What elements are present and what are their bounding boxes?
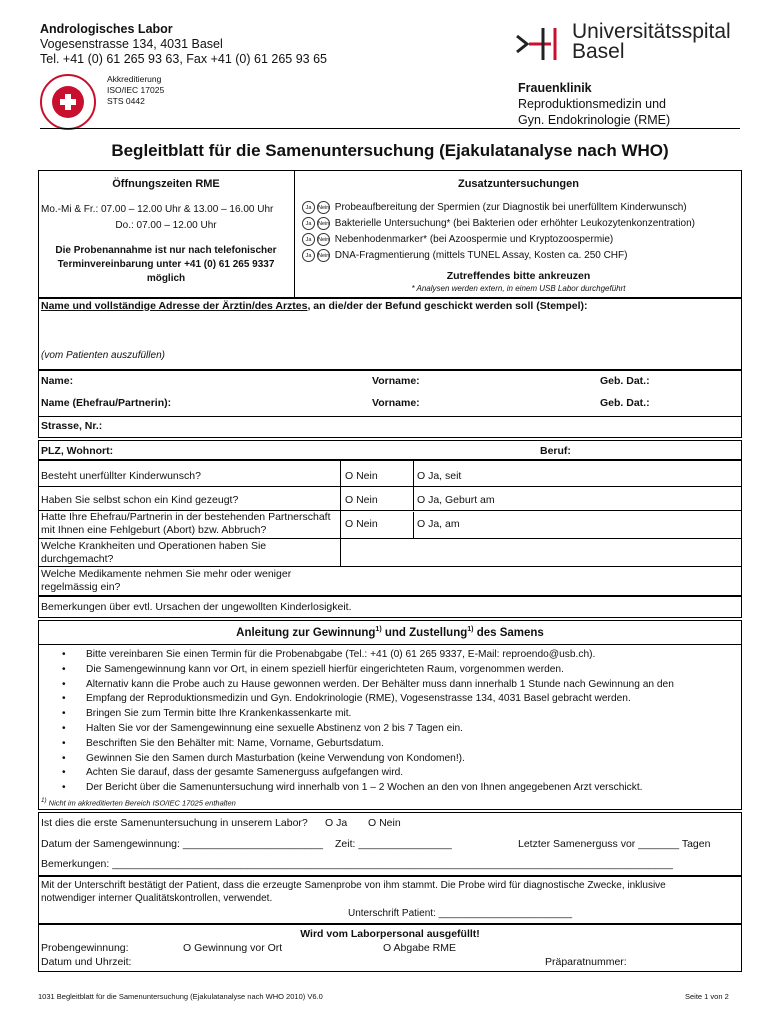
collection-time[interactable]: Zeit: ________________ bbox=[335, 838, 452, 850]
instructions-footnote: $^{1)}$ Nicht im akkreditierten Bereich ISO/IEC 17025 enthalten bbox=[41, 797, 236, 808]
list-item: • Gewinnen Sie den Samen durch Masturbation (keine Verwendung von Kondomen!). bbox=[62, 752, 722, 767]
first-exam-nein[interactable]: O Nein bbox=[368, 817, 401, 829]
hospital-logo-icon bbox=[515, 24, 567, 64]
ja-checkbox[interactable]: Ja bbox=[302, 233, 315, 246]
list-item: • Halten Sie vor der Samengewinnung eine sexuelle Abstinenz von 2 bis 7 Tagen ein. bbox=[62, 722, 722, 737]
consent-line1: Mit der Unterschrift bestätigt der Patient, dass die erzeugte Samenprobe von ihm stammt. Die Probe wird für diagnostische Zwecke, inklusive bbox=[41, 880, 666, 891]
nein-checkbox[interactable]: Nein bbox=[317, 233, 330, 246]
extra-heading: Zusatzuntersuchungen bbox=[457, 178, 579, 190]
list-item: • Die Samengewinnung kann vor Ort, in einem speziell hierfür eingerichteten Raum, vorgenommen werden. bbox=[62, 663, 722, 678]
list-item: • Achten Sie darauf, dass der gesamte Samenerguss aufgefangen wird. bbox=[62, 766, 722, 781]
ja-checkbox[interactable]: Ja bbox=[302, 217, 315, 230]
plz-label: PLZ, Wohnort: bbox=[41, 445, 114, 457]
list-item: • Empfang der Reproduktionsmedizin und Gyn. Endokrinologie (RME), Vogesenstrasse 134, 4031 Basel gebracht werden. bbox=[62, 692, 722, 707]
option-rme[interactable]: O Abgabe RME bbox=[383, 942, 456, 954]
last-ejaculation[interactable]: Letzter Samenerguss vor _______ Tagen bbox=[518, 838, 711, 850]
option-on-site[interactable]: O Gewinnung vor Ort bbox=[183, 942, 283, 954]
extra-footnote: * Analysen werden extern, in einem USB Labor durchgeführt bbox=[411, 284, 626, 293]
accreditation-seal bbox=[40, 74, 96, 130]
accreditation-text: Akkreditierung ISO/IEC 17025 STS 0442 bbox=[107, 74, 165, 106]
beruf-label: Beruf: bbox=[540, 445, 571, 457]
hospital-logo-text: Universitätsspital Basel bbox=[572, 20, 731, 63]
remarks-cause: Bemerkungen über evtl. Ursachen der ungewollten Kinderlosigkeit. bbox=[41, 601, 352, 613]
datetime-label: Datum und Uhrzeit: bbox=[41, 956, 132, 968]
list-item: • Bringen Sie zum Termin bitte Ihre Krankenkassenkarte mit. bbox=[62, 707, 722, 722]
hours-heading: Öffnungszeiten RME bbox=[112, 178, 220, 190]
collection-date[interactable]: Datum der Samengewinnung: ________________________ bbox=[41, 838, 323, 850]
first-exam-question: Ist dies die erste Samenuntersuchung in unserem Labor? bbox=[41, 817, 308, 829]
ja-checkbox[interactable]: Ja bbox=[302, 201, 315, 214]
extra-item-3: Ja Nein Nebenhodenmarker* (bei Azoospermie und Kryptozoospermie) bbox=[302, 233, 613, 246]
first-exam-ja[interactable]: O Ja bbox=[325, 817, 348, 829]
tick-note: Zutreffendes bitte ankreuzen bbox=[446, 270, 591, 282]
nein-checkbox[interactable]: Nein bbox=[317, 249, 330, 262]
doctor-label: Name und vollständige Adresse der Ärztin/des Arztes, an die/der der Befund geschickt werden soll (Stempel): bbox=[41, 300, 588, 312]
page-title: Begleitblatt für die Samenuntersuchung (Ejakulatanalyse nach WHO) bbox=[111, 141, 669, 160]
lab-street: Vogesenstrasse 134, 4031 Basel bbox=[40, 37, 223, 51]
extra-item-1: Ja Nein Probeaufbereitung der Spermien (zur Diagnostik bei unerfülltem Kinderwunsch) bbox=[302, 201, 687, 214]
clinic-block: Frauenklinik Reproduktionsmedizin und Gyn. Endokrinologie (RME) bbox=[518, 81, 671, 127]
extra-item-4: Ja Nein DNA-Fragmentierung (mittels TUNEL Assay, Kosten ca. 250 CHF) bbox=[302, 249, 627, 262]
probe-label: Probengewinnung: bbox=[41, 942, 129, 954]
hours-note: Die Probenannahme ist nur nach telefonischer Terminvereinbarung unter +41 (0) 61 265 9337 möglich bbox=[55, 245, 277, 284]
lab-name: Andrologisches Labor bbox=[40, 22, 173, 36]
list-item: • Beschriften Sie den Behälter mit: Name, Vorname, Geburtsdatum. bbox=[62, 737, 722, 752]
gebdat2-label: Geb. Dat.: bbox=[600, 397, 650, 409]
lab-address bbox=[40, 22, 327, 67]
signature-field[interactable]: Unterschrift Patient: ________________________ bbox=[348, 908, 573, 919]
ja-checkbox[interactable]: Ja bbox=[302, 249, 315, 262]
staff-heading: Wird vom Laborpersonal ausgefüllt! bbox=[300, 928, 480, 940]
plz-row bbox=[38, 440, 742, 460]
question-1: Besteht unerfüllter Kinderwunsch? bbox=[41, 470, 201, 482]
prep-number-label: Präparatnummer: bbox=[545, 956, 627, 968]
footer-doc-id: 1031 Begleitblatt für die Samenuntersuchung (Ejakulatanalyse nach WHO 2010) V6.0 bbox=[38, 992, 323, 1001]
partner-label: Name (Ehefrau/Partnerin): bbox=[41, 397, 172, 409]
list-item: • Bitte vereinbaren Sie einen Termin für die Probenabgabe (Tel.: +41 (0) 61 265 9337, E-Mail: reproendo@usb.ch). bbox=[62, 648, 722, 663]
list-item: • Der Bericht über die Samenuntersuchung wird innerhalb von 1 – 2 Wochen an den von Ihnen angegebenen Arzt verschickt. bbox=[62, 781, 722, 796]
hours-line1: Mo.-Mi & Fr.: 07.00 – 12.00 Uhr & 13.00 – 16.00 Uhr bbox=[41, 204, 274, 215]
hours-line2: Do.: 07.00 – 12.00 Uhr bbox=[115, 220, 217, 231]
vorname2-label: Vorname: bbox=[372, 397, 420, 409]
list-item: • Alternativ kann die Probe auch zu Hause gewonnen werden. Der Behälter muss dann innerhalb 1 Stunde nach Gewinnung an den bbox=[62, 678, 722, 693]
patient-note: (vom Patienten auszufüllen) bbox=[41, 350, 165, 361]
lab-phone: Tel. +41 (0) 61 265 93 63, Fax +41 (0) 61 265 93 65 bbox=[40, 52, 328, 66]
question-5: Welche Medikamente nehmen Sie mehr oder weniger regelmässig ein? bbox=[41, 568, 292, 593]
footer-page: Seite 1 von 2 bbox=[685, 992, 729, 1001]
question-3: Hatte Ihre Ehefrau/Partnerin in der bestehenden Partnerschaft mit Ihnen eine Fehlgeburt (Abort) bzw. Abbruch? bbox=[41, 511, 331, 536]
gebdat-label: Geb. Dat.: bbox=[600, 375, 650, 387]
q1-yes[interactable]: O Ja, seit bbox=[417, 470, 462, 482]
instructions-heading: Anleitung zur Gewinnung$^{1)}$ und Zustellung$^{1)}$ des Samens bbox=[236, 626, 544, 639]
instructions-list bbox=[62, 648, 722, 796]
vorname-label: Vorname: bbox=[372, 375, 420, 387]
name-label: Name: bbox=[41, 375, 74, 387]
q2-no[interactable]: O Nein bbox=[345, 494, 378, 506]
q3-yes[interactable]: O Ja, am bbox=[417, 518, 460, 530]
q2-yes[interactable]: O Ja, Geburt am bbox=[417, 494, 495, 506]
question-4: Welche Krankheiten und Operationen haben Sie durchgemacht? bbox=[41, 540, 267, 565]
nein-checkbox[interactable]: Nein bbox=[317, 217, 330, 230]
consent-line2: notwendiger interner Qualitätskontrollen, verwendet. bbox=[41, 893, 273, 904]
extra-item-2: Ja Nein Bakterielle Untersuchung* (bei Bakterien oder erhöhter Leukozytenkonzentration) bbox=[302, 217, 695, 230]
nein-checkbox[interactable]: Nein bbox=[317, 201, 330, 214]
header-divider bbox=[40, 128, 740, 129]
q1-no[interactable]: O Nein bbox=[345, 470, 378, 482]
lab-remarks[interactable]: Bemerkungen: ________________________________________________________________________________________________ bbox=[41, 858, 673, 870]
q3-no[interactable]: O Nein bbox=[345, 518, 378, 530]
question-2: Haben Sie selbst schon ein Kind gezeugt? bbox=[41, 494, 239, 506]
strasse-label: Strasse, Nr.: bbox=[41, 420, 103, 432]
